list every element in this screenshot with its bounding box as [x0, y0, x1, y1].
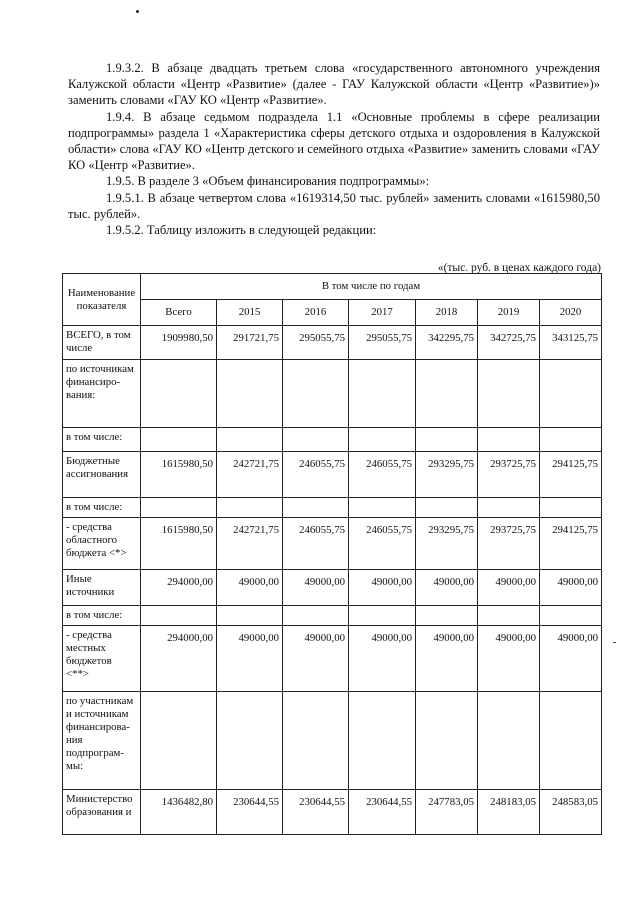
value-cell: [478, 606, 540, 626]
value-cell: 248183,05: [478, 790, 540, 835]
header-row-top: [63, 274, 602, 300]
scan-speck: [136, 10, 139, 13]
year-header: Всего: [141, 300, 217, 326]
value-cell: [141, 692, 217, 790]
table-row: [63, 452, 602, 498]
value-cell: 49000,00: [416, 570, 478, 606]
table-row: [63, 326, 602, 360]
value-cell: 293725,75: [478, 452, 540, 498]
value-cell: 49000,00: [540, 626, 602, 692]
value-cell: 242721,75: [217, 518, 283, 570]
table-row: [63, 428, 602, 452]
value-cell: [416, 498, 478, 518]
scan-mark: [613, 642, 616, 643]
value-cell: 246055,75: [349, 452, 416, 498]
value-cell: [540, 498, 602, 518]
value-cell: 246055,75: [283, 452, 349, 498]
value-cell: [141, 428, 217, 452]
value-cell: 49000,00: [283, 570, 349, 606]
value-cell: 49000,00: [283, 626, 349, 692]
value-cell: [540, 606, 602, 626]
value-cell: [217, 428, 283, 452]
value-cell: 1615980,50: [141, 518, 217, 570]
value-cell: [349, 498, 416, 518]
column-name-header: Наименование показателя: [63, 274, 141, 326]
row-label: по источникам финансиро-вания:: [63, 360, 141, 428]
value-cell: [141, 498, 217, 518]
value-cell: [283, 428, 349, 452]
value-cell: 49000,00: [349, 570, 416, 606]
value-cell: [416, 692, 478, 790]
value-cell: 230644,55: [217, 790, 283, 835]
row-label: в том числе:: [63, 606, 141, 626]
value-cell: 49000,00: [478, 626, 540, 692]
value-cell: [540, 428, 602, 452]
value-cell: 1436482,80: [141, 790, 217, 835]
value-cell: [283, 606, 349, 626]
value-cell: 291721,75: [217, 326, 283, 360]
paragraph-1-9-5: 1.9.5. В разделе 3 «Объем финансирования подпрограммы»:: [106, 174, 430, 189]
table-row: [63, 692, 602, 790]
row-label: - средства местных бюджетов <**>: [63, 626, 141, 692]
row-label: Бюджетные ассигнования: [63, 452, 141, 498]
value-cell: [217, 606, 283, 626]
value-cell: [217, 498, 283, 518]
value-cell: [141, 606, 217, 626]
year-header: 2016: [283, 300, 349, 326]
value-cell: 295055,75: [283, 326, 349, 360]
paragraph-1-9-5-1: 1.9.5.1. В абзаце четвертом слова «1619314,50 тыс. рублей» заменить словами «1615980,50 тыс. рублей».: [68, 190, 600, 221]
value-cell: 246055,75: [349, 518, 416, 570]
value-cell: 342725,75: [478, 326, 540, 360]
value-cell: 293295,75: [416, 518, 478, 570]
value-cell: 49000,00: [478, 570, 540, 606]
header-row-years: [63, 300, 602, 326]
value-cell: 49000,00: [217, 570, 283, 606]
value-cell: [349, 360, 416, 428]
row-label: по участникам и источникам финансирова-ния подпрограм-мы:: [63, 692, 141, 790]
value-cell: 1615980,50: [141, 452, 217, 498]
value-cell: [283, 692, 349, 790]
value-cell: [416, 606, 478, 626]
value-cell: 230644,55: [349, 790, 416, 835]
row-label: Иные источники: [63, 570, 141, 606]
value-cell: [349, 606, 416, 626]
unit-note: «(тыс. руб. в ценах каждого года): [437, 262, 601, 274]
year-header: 2020: [540, 300, 602, 326]
value-cell: 246055,75: [283, 518, 349, 570]
paragraph-1-9-3-2: 1.9.3.2. В абзаце двадцать третьем слова «государственного автономного учреждения Калужской области «Центр «Развитие» (далее - ГАУ Калужской области «Центр «Развитие»)» заменить словами «ГАУ КО «Центр «Развитие».: [68, 61, 600, 108]
row-label: в том числе:: [63, 498, 141, 518]
value-cell: [540, 360, 602, 428]
value-cell: 342295,75: [416, 326, 478, 360]
table-row: [63, 518, 602, 570]
value-cell: 294000,00: [141, 626, 217, 692]
year-header: 2018: [416, 300, 478, 326]
table-row: [63, 626, 602, 692]
value-cell: 49000,00: [416, 626, 478, 692]
value-cell: [416, 360, 478, 428]
value-cell: 49000,00: [217, 626, 283, 692]
years-group-header: В том числе по годам: [141, 274, 602, 300]
value-cell: [478, 360, 540, 428]
table-row: [63, 498, 602, 518]
row-label: - средства областного бюджета <*>: [63, 518, 141, 570]
value-cell: [217, 360, 283, 428]
value-cell: [478, 428, 540, 452]
value-cell: 230644,55: [283, 790, 349, 835]
year-header: 2019: [478, 300, 540, 326]
year-header: 2017: [349, 300, 416, 326]
table-row: [63, 606, 602, 626]
value-cell: 242721,75: [217, 452, 283, 498]
value-cell: 295055,75: [349, 326, 416, 360]
value-cell: 247783,05: [416, 790, 478, 835]
value-cell: [478, 692, 540, 790]
value-cell: [478, 498, 540, 518]
table-row: [63, 570, 602, 606]
value-cell: [217, 692, 283, 790]
value-cell: 293725,75: [478, 518, 540, 570]
table-row: [63, 360, 602, 428]
value-cell: 49000,00: [349, 626, 416, 692]
value-cell: [141, 360, 217, 428]
value-cell: [349, 428, 416, 452]
value-cell: 1909980,50: [141, 326, 217, 360]
row-label: Министерство образования и: [63, 790, 141, 835]
paragraph-1-9-4: 1.9.4. В абзаце седьмом подраздела 1.1 «Основные проблемы в сфере реализации подпрограммы» раздела 1 «Характеристика сферы детского отдыха и оздоровления в Калужской области» слова «ГАУ КО «Центр детского и семейного отдыха «Развитие» заменить словами «ГАУ КО «Центр «Развитие».: [68, 109, 600, 173]
value-cell: [283, 498, 349, 518]
value-cell: 248583,05: [540, 790, 602, 835]
value-cell: [416, 428, 478, 452]
year-header: 2015: [217, 300, 283, 326]
value-cell: 49000,00: [540, 570, 602, 606]
value-cell: [349, 692, 416, 790]
financing-table: [62, 273, 602, 835]
value-cell: 294000,00: [141, 570, 217, 606]
row-label: ВСЕГО, в том числе: [63, 326, 141, 360]
value-cell: 293295,75: [416, 452, 478, 498]
value-cell: [540, 692, 602, 790]
value-cell: [283, 360, 349, 428]
row-label: в том числе:: [63, 428, 141, 452]
value-cell: 343125,75: [540, 326, 602, 360]
table-row: [63, 790, 602, 835]
value-cell: 294125,75: [540, 518, 602, 570]
amendment-text: [68, 60, 600, 238]
paragraph-1-9-5-2: 1.9.5.2. Таблицу изложить в следующей редакции:: [106, 223, 377, 238]
value-cell: 294125,75: [540, 452, 602, 498]
